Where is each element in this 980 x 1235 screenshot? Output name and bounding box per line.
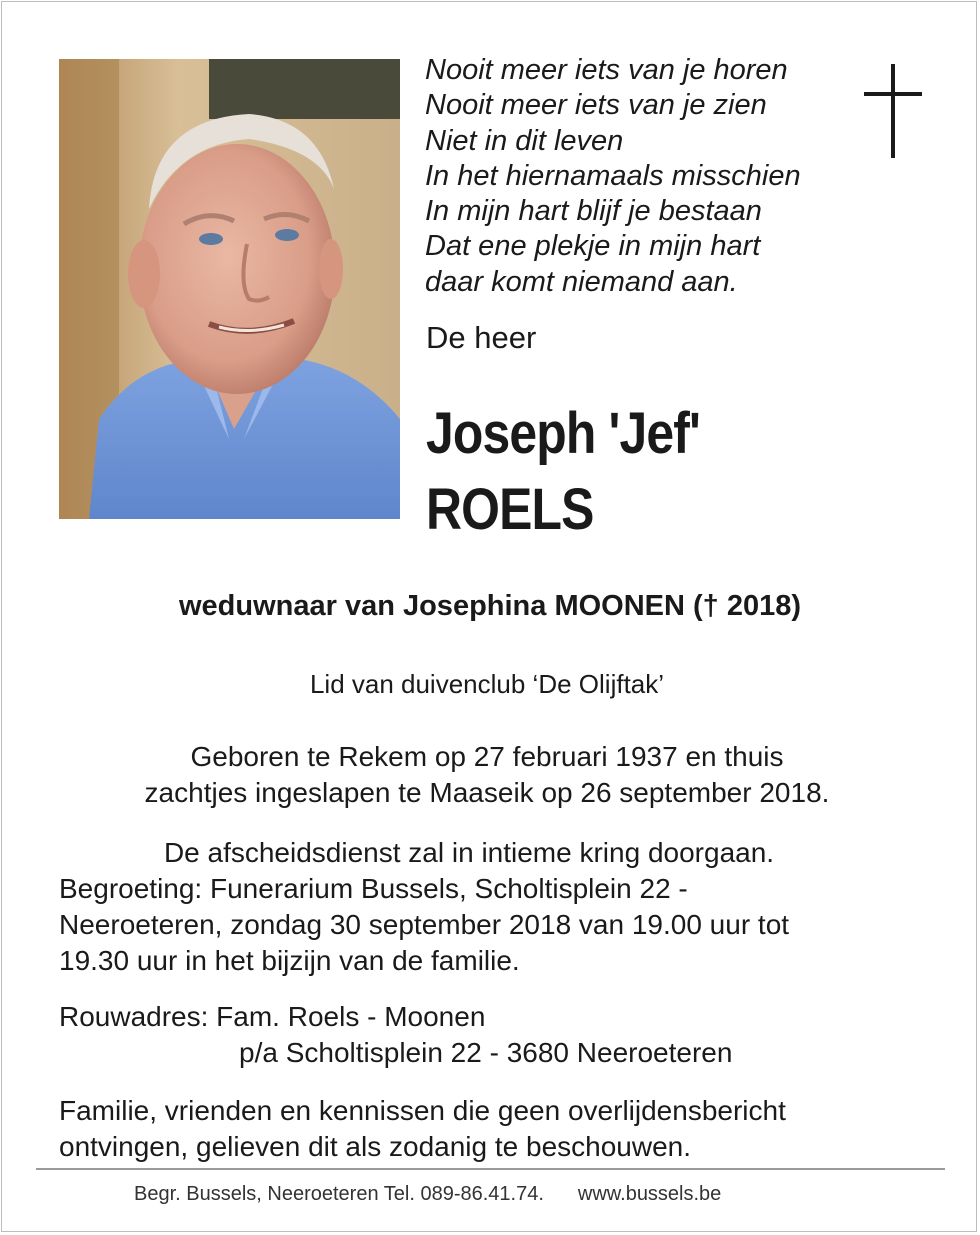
divider — [36, 1168, 945, 1170]
poem-line: Dat ene plekje in mijn hart — [425, 230, 761, 263]
footer — [134, 1183, 721, 1206]
poem-line: daar komt niemand aan. — [425, 265, 738, 298]
poem-line: Nooit meer iets van je horen — [425, 54, 788, 86]
poem-line: In het hiernamaals misschien — [425, 159, 801, 192]
deceased-last-name: ROELS — [426, 477, 594, 542]
service-line: 19.30 uur in het bijzijn van de familie. — [59, 945, 520, 976]
poem-line: Niet in dit leven — [425, 124, 624, 157]
widower-line: weduwnaar van Josephina MOONEN († 2018) — [178, 590, 802, 622]
birth-line: Geboren te Rekem op 27 februari 1937 en thuis — [190, 741, 784, 772]
club-membership: Lid van duivenclub ‘De Olijftak’ — [309, 669, 665, 699]
address-line-2: p/a Scholtisplein 22 - 3680 Neeroeteren — [239, 1037, 733, 1068]
portrait-photo — [59, 59, 400, 519]
service-line: Begroeting: Funerarium Bussels, Scholtisplein 22 - — [59, 873, 688, 904]
address-line-1: Rouwadres: Fam. Roels - Moonen — [59, 1001, 486, 1032]
website-link[interactable]: www.bussels.be — [577, 1183, 722, 1205]
service-line: Neeroeteren, zondag 30 september 2018 van 19.00 uur tot — [59, 909, 790, 940]
family-notice — [59, 1093, 786, 1165]
undertaker-info: Begr. Bussels, Neeroeteren Tel. 089-86.41.74. — [134, 1183, 544, 1205]
deceased-first-name: Joseph 'Jef' — [426, 401, 700, 466]
poem-line: In mijn hart blijf je bestaan — [425, 195, 762, 228]
birth-death-info — [0, 739, 974, 811]
service-intro: De afscheidsdienst zal in intieme kring doorgaan. — [163, 837, 775, 868]
title-prefix: De heer — [426, 320, 537, 355]
family-line: Familie, vrienden en kennissen die geen overlijdensbericht — [59, 1095, 786, 1126]
service-info — [59, 835, 939, 979]
poem — [425, 53, 865, 300]
death-line: zachtjes ingeslapen te Maaseik op 26 september 2018. — [144, 777, 830, 808]
cross-icon — [864, 64, 922, 165]
family-line: ontvingen, gelieven dit als zodanig te beschouwen. — [59, 1131, 691, 1162]
poem-line: Nooit meer iets van je zien — [425, 89, 767, 122]
mourning-address — [59, 999, 732, 1071]
deceased-name — [426, 396, 700, 548]
